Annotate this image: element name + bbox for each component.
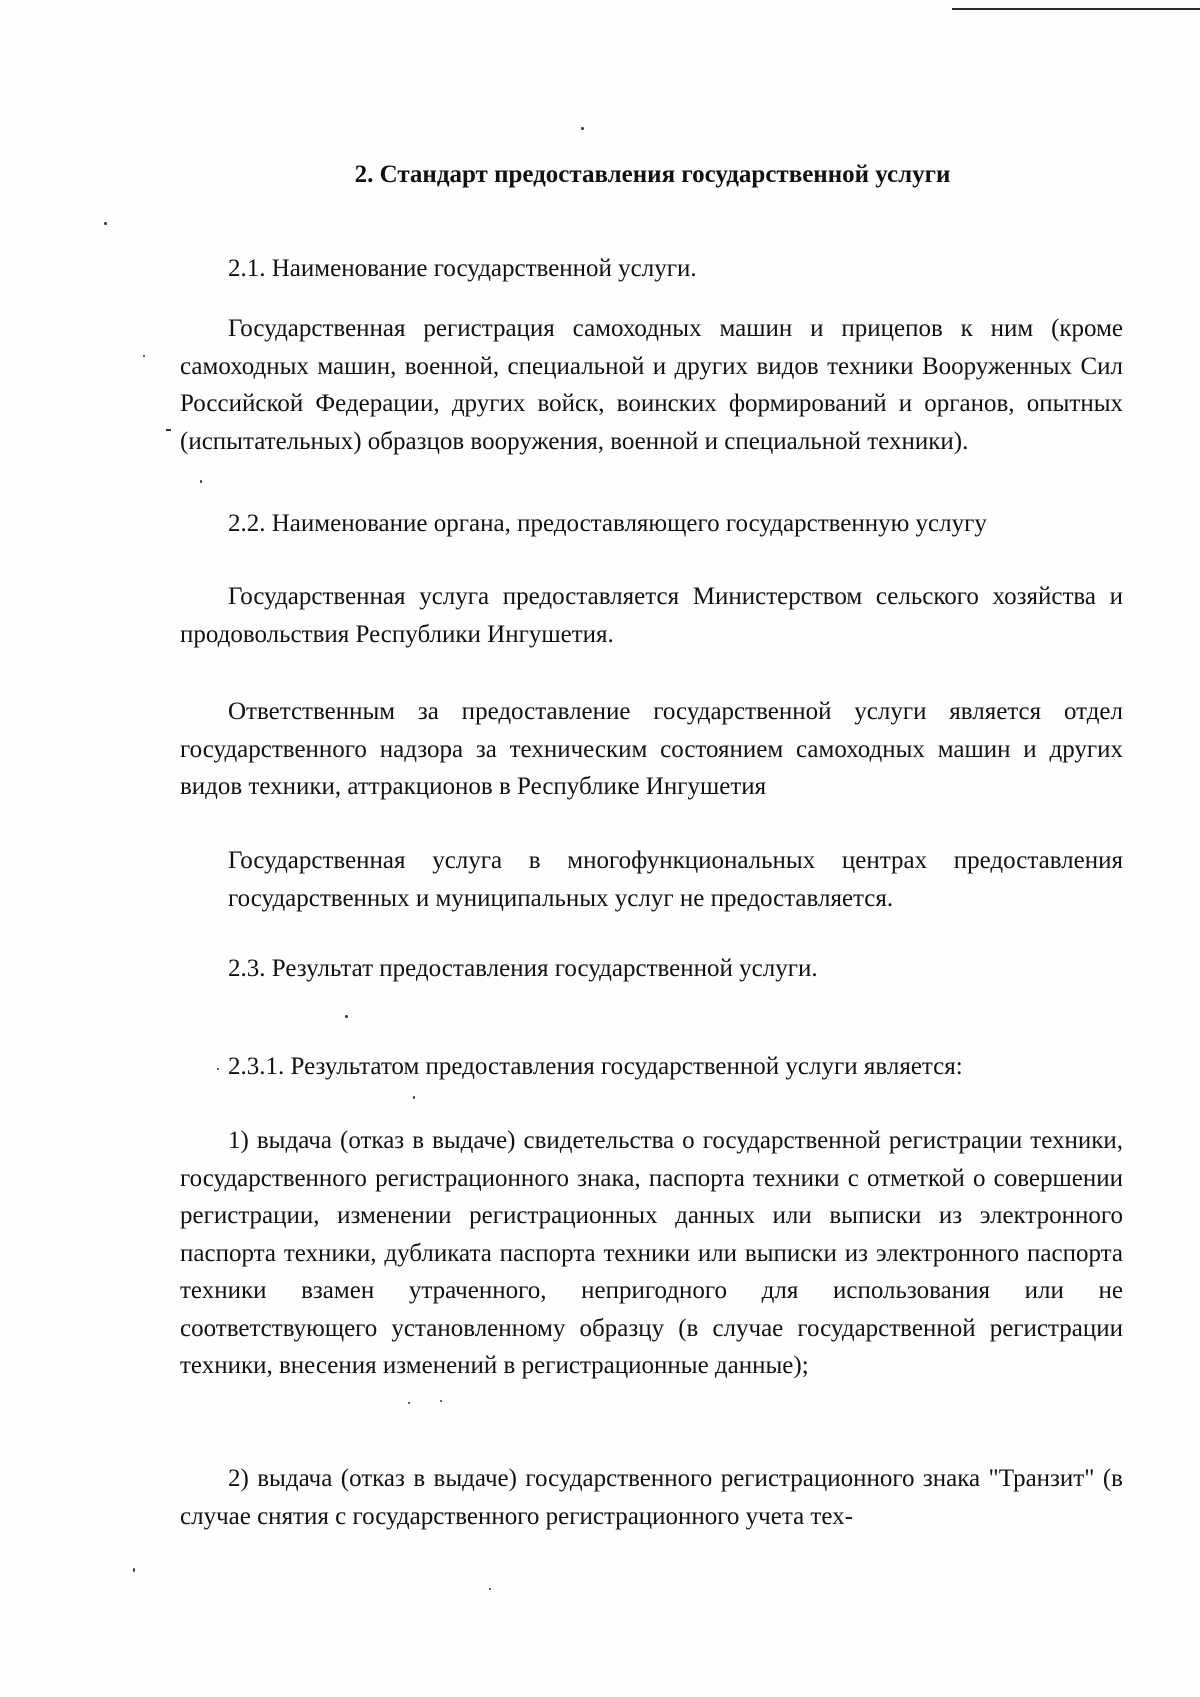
scan-speck xyxy=(133,1568,135,1572)
paragraph-ministry: Государственная услуга предоставляется Министерством сельского хозяйства и продовольствия Республики Ингушетия. xyxy=(180,583,1123,648)
subsection-title-2-3: 2.3. Результат предоставления государственной услуги. xyxy=(228,955,818,982)
subsection-title-2-3-1: 2.3.1. Результатом предоставления государственной услуги является: xyxy=(228,1053,963,1080)
subsection-title-2-1: 2.1. Наименование государственной услуги. xyxy=(228,255,697,282)
list-item-result-2: 2) выдача (отказ в выдаче) государственного регистрационного знака "Транзит" (в случае снятия с государственного регистрационного учета тех- xyxy=(180,1465,1123,1530)
subsection-title-2-2: 2.2. Наименование органа, предоставляющего государственную услугу xyxy=(228,510,987,537)
scan-speck xyxy=(166,429,171,431)
scan-speck xyxy=(104,222,107,225)
scan-speck xyxy=(489,1588,491,1590)
paragraph-mfc-note: Государственная услуга в многофункциональных центрах предоставления государственных и муниципальных услуг не предоставляется. xyxy=(228,847,1123,912)
paragraph-responsible-department: Ответственным за предоставление государственной услуги является отдел государственного надзора за техническим состоянием самоходных машин и других видов техники, аттракционов в Республике Ингушетия xyxy=(180,698,1123,800)
paragraph-service-name: Государственная регистрация самоходных машин и прицепов к ним (кроме самоходных машин, военной, специальной и других видов техники Вооруженных Сил Российской Федерации, других войск, воинских формирований и органов, опытных (испытательных) образцов вооружения, военной и специальной техники). xyxy=(180,315,1123,455)
section-heading: 2. Стандарт предоставления государственной услуги xyxy=(354,161,951,188)
list-item-result-1: 1) выдача (отказ в выдаче) свидетельства о государственной регистрации техники, государственного регистрационного знака, паспорта техники с отметкой о совершении регистрации, изменении регистрационных данных или выписки из электронного паспорта техники, дубликата паспорта техники или выписки из электронного паспорта техники взамен утраченного, непригодного для использования или не соответствующего установленному образцу (в случае государственной регистрации техники, внесения изменений в регистрационные данные); xyxy=(180,1127,1123,1379)
scan-speck xyxy=(440,1400,442,1402)
scan-speck xyxy=(143,355,145,357)
scan-speck xyxy=(408,1402,410,1404)
scan-speck xyxy=(200,480,202,483)
scan-speck xyxy=(413,1096,415,1099)
scan-artifact-line xyxy=(952,8,1200,10)
scan-speck xyxy=(345,1015,348,1018)
scan-speck xyxy=(581,127,584,130)
